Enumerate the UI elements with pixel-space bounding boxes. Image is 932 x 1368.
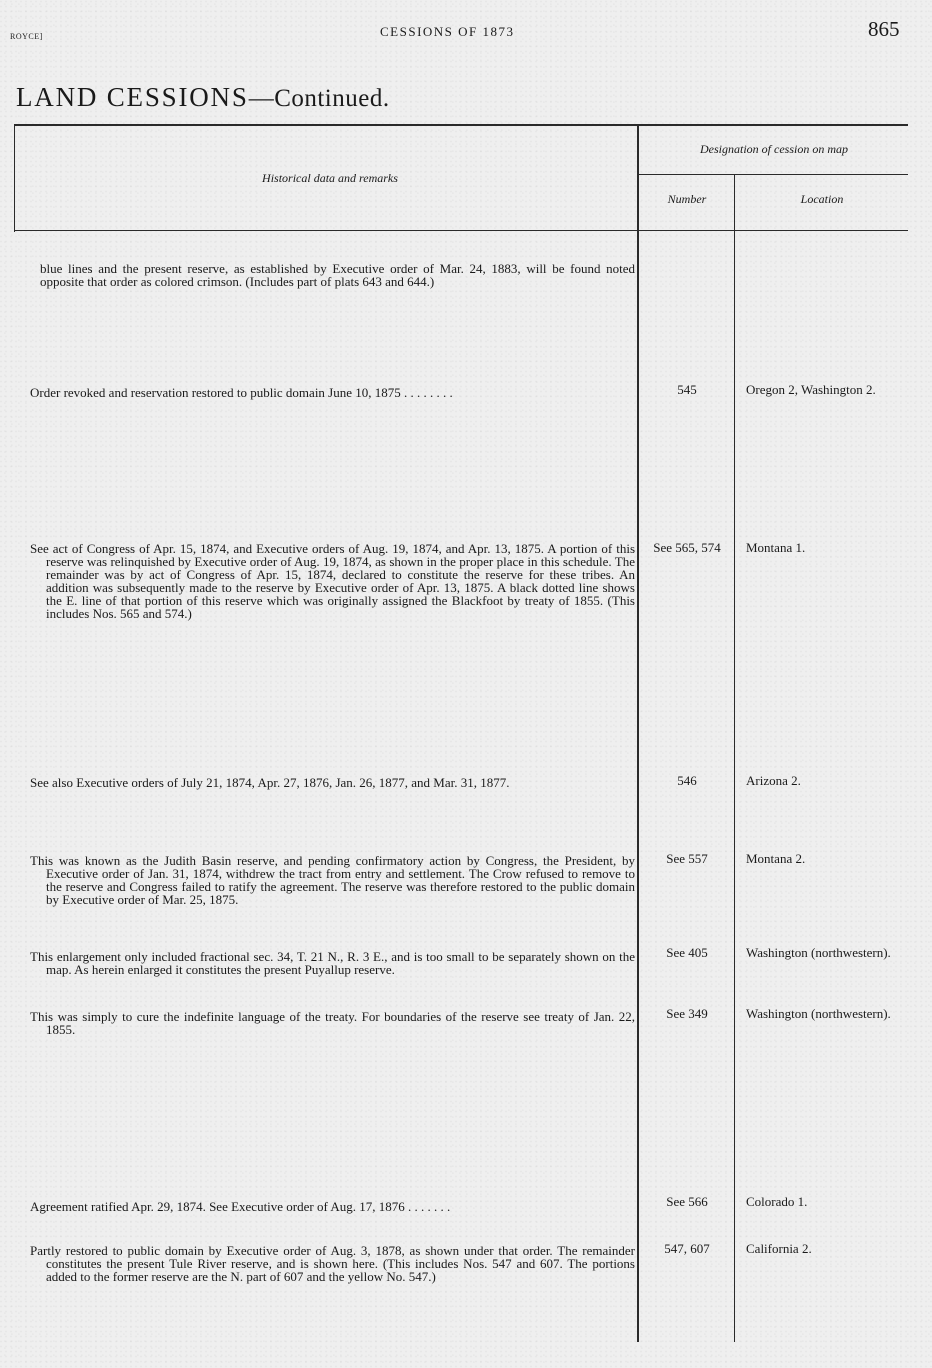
column-divider-number [734, 174, 735, 1342]
table-row-location: Washington (northwestern). [746, 945, 891, 960]
table-row-location: Washington (northwestern). [746, 1006, 891, 1021]
column-header-designation: Designation of cession on map [700, 142, 848, 156]
table-left-border [14, 124, 15, 232]
designation-header-rule [638, 174, 908, 175]
running-header-title: CESSIONS OF 1873 [380, 24, 515, 39]
table-row-remark: Agreement ratified Apr. 29, 1874. See Executive order of Aug. 17, 1876 . . . . . . . [30, 1199, 451, 1214]
column-header-location: Location [800, 192, 844, 206]
table-row-number: See 565, 574 [653, 540, 721, 555]
table-row-remark: Partly restored to public domain by Executive order of Aug. 3, 1878, as shown under that order. The remainder constitutes the present Tule River reserve, and is shown here. (This includes Nos. 547 and 607. The portions added to the former reserve are the N. part of 607 and the yellow No. 547.) [30, 1243, 635, 1284]
table-row-remark: This was simply to cure the indefinite language of the treaty. For boundaries of the reserve see treaty of Jan. 22, 1855. [30, 1009, 635, 1037]
page-number: 865 [868, 17, 900, 41]
table-row-location: Colorado 1. [746, 1194, 808, 1209]
table-row-number: See 566 [666, 1194, 708, 1209]
table-row-location: Montana 2. [746, 851, 806, 866]
table-row-remark: This was known as the Judith Basin reserve, and pending confirmatory action by Congress, the President, by Executive order of Jan. 31, 1874, withdrew the tract from entry and settlement. The Crow refused to remove to the reserve and Congress failed to ratify the agreement. The reserve was therefore restored to the public domain by Executive order of Mar. 25, 1875. [30, 853, 635, 907]
table-row-number: See 349 [666, 1006, 708, 1021]
table-row-location: California 2. [746, 1241, 812, 1256]
table-row-number: 547, 607 [664, 1241, 710, 1256]
column-divider-remarks [637, 124, 639, 1342]
page-title-suffix: —Continued. [248, 85, 390, 112]
table-row-number: See 405 [666, 945, 708, 960]
running-header-author: ROYCE] [10, 32, 43, 41]
table-row-remark: This enlargement only included fractional sec. 34, T. 21 N., R. 3 E., and is too small to be separately shown on the map. As herein enlarged it constitutes the present Puyallup reserve. [30, 949, 635, 977]
table-row-remark: See also Executive orders of July 21, 1874, Apr. 27, 1876, Jan. 26, 1877, and Mar. 31, 1877. [30, 775, 510, 790]
table-row-location: Montana 1. [746, 540, 806, 555]
table-row-number: See 557 [666, 851, 708, 866]
table-row-location: Arizona 2. [746, 773, 801, 788]
table-row-location: Oregon 2, Washington 2. [746, 382, 876, 397]
table-top-border [14, 124, 908, 126]
table-row-remark: blue lines and the present reserve, as established by Executive order of Mar. 24, 1883, will be found noted opposite that order as colored crimson. (Includes part of plats 643 and 644.) [40, 261, 635, 289]
table-header-bottom-rule [14, 230, 908, 231]
page-title-main: LAND CESSIONS [16, 82, 249, 112]
column-header-number: Number [667, 192, 707, 206]
page-title [16, 82, 390, 113]
table-row-number: 546 [677, 773, 697, 788]
table-row-remark: Order revoked and reservation restored to public domain June 10, 1875 . . . . . . . . [30, 385, 453, 400]
table-row-remark: See act of Congress of Apr. 15, 1874, and Executive orders of Aug. 19, 1874, and Apr. 13, 1875. A portion of this reserve was relinquished by Executive order of Aug. 19, 1874, as shown in the proper place in this schedule. The remainder was by act of Congress of Apr. 15, 1874, declared to constitute the reserve for these tribes. An addition was subsequently made to the reserve by Executive order of Apr. 13, 1875. A black dotted line shows the E. line of that portion of this reserve which was originally assigned the Blackfoot by treaty of 1855. (This includes Nos. 565 and 574.) [30, 541, 635, 621]
table-row-number: 545 [677, 382, 697, 397]
column-header-remarks: Historical data and remarks [262, 171, 398, 185]
